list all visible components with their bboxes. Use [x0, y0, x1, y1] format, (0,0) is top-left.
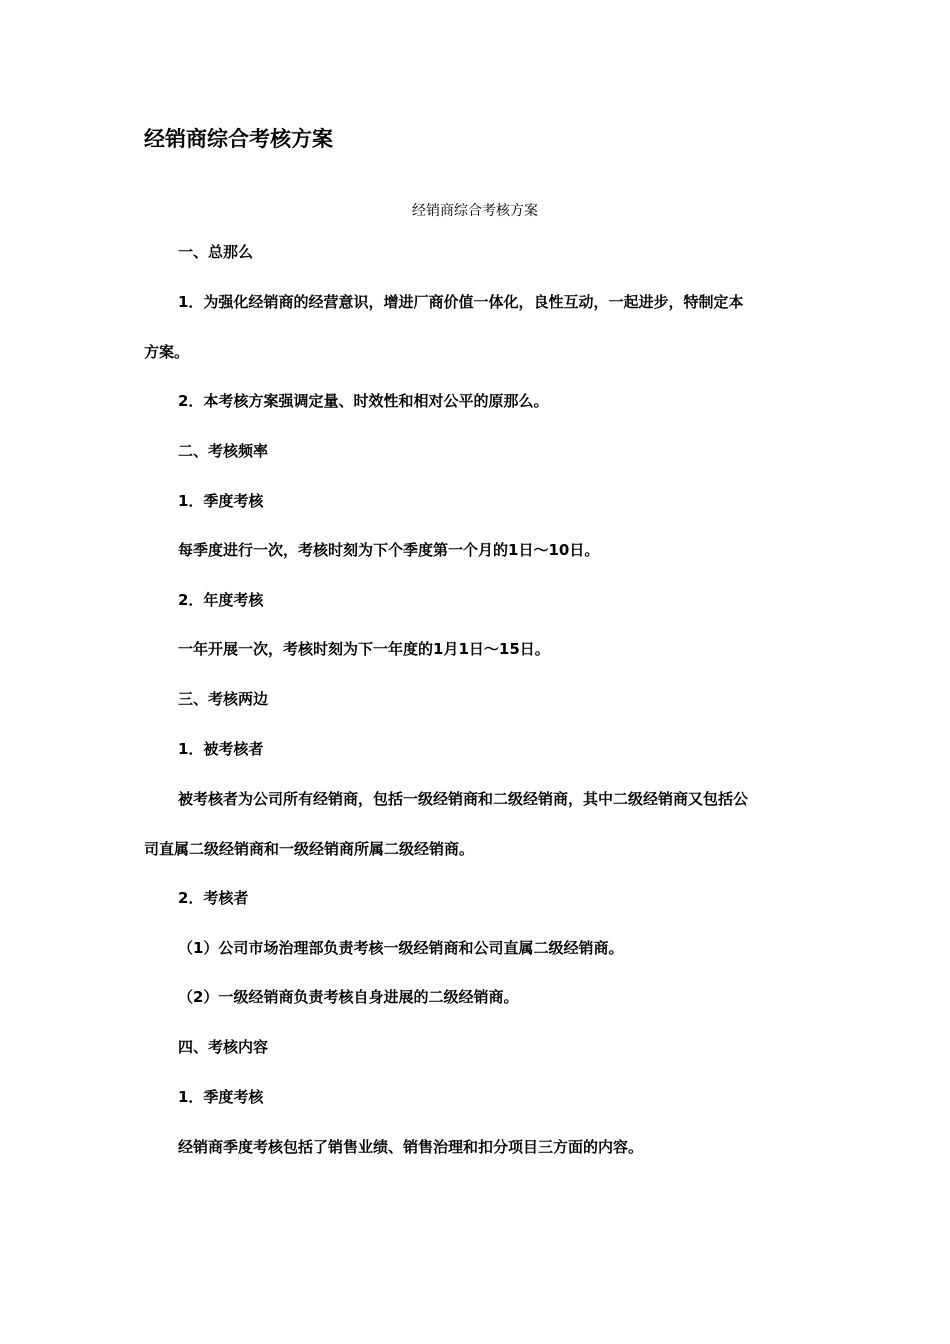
section-heading-content: 四、考核内容 — [178, 1038, 269, 1056]
paragraph-line: 司直属二级经销商和一级经销商所属二级经销商。 — [144, 840, 475, 858]
section-heading-general: 一、总那么 — [178, 243, 254, 261]
paragraph-line: 一年开展一次，考核时刻为下一年度的1月1日～15日。 — [178, 640, 550, 658]
subheading: 1．季度考核 — [178, 1088, 264, 1106]
paragraph-line: （2）一级经销商负责考核自身进展的二级经销商。 — [178, 988, 519, 1006]
paragraph-line: 方案。 — [144, 343, 190, 361]
subheading: 1．被考核者 — [178, 740, 264, 758]
subheading: 1．季度考核 — [178, 492, 264, 510]
subheading: 2．年度考核 — [178, 591, 264, 609]
paragraph-line: 经销商季度考核包括了销售业绩、销售治理和扣分项目三方面的内容。 — [178, 1138, 644, 1156]
document-title: 经销商综合考核方案 — [144, 127, 333, 151]
section-heading-parties: 三、考核两边 — [178, 690, 269, 708]
paragraph-line: （1）公司市场治理部负责考核一级经销商和公司直属二级经销商。 — [178, 939, 624, 957]
paragraph-line: 被考核者为公司所有经销商，包括一级经销商和二级经销商，其中二级经销商又包括公 — [178, 790, 749, 808]
section-heading-frequency: 二、考核频率 — [178, 442, 269, 460]
subheading: 2．考核者 — [178, 889, 249, 907]
paragraph-line: 2．本考核方案强调定量、时效性和相对公平的原那么。 — [178, 392, 549, 410]
paragraph-line: 1．为强化经销商的经营意识，增进厂商价值一体化，良性互动，一起进步，特制定本 — [178, 293, 744, 311]
document-subtitle: 经销商综合考核方案 — [412, 203, 538, 219]
paragraph-line: 每季度进行一次，考核时刻为下个季度第一个月的1日～10日。 — [178, 541, 600, 559]
